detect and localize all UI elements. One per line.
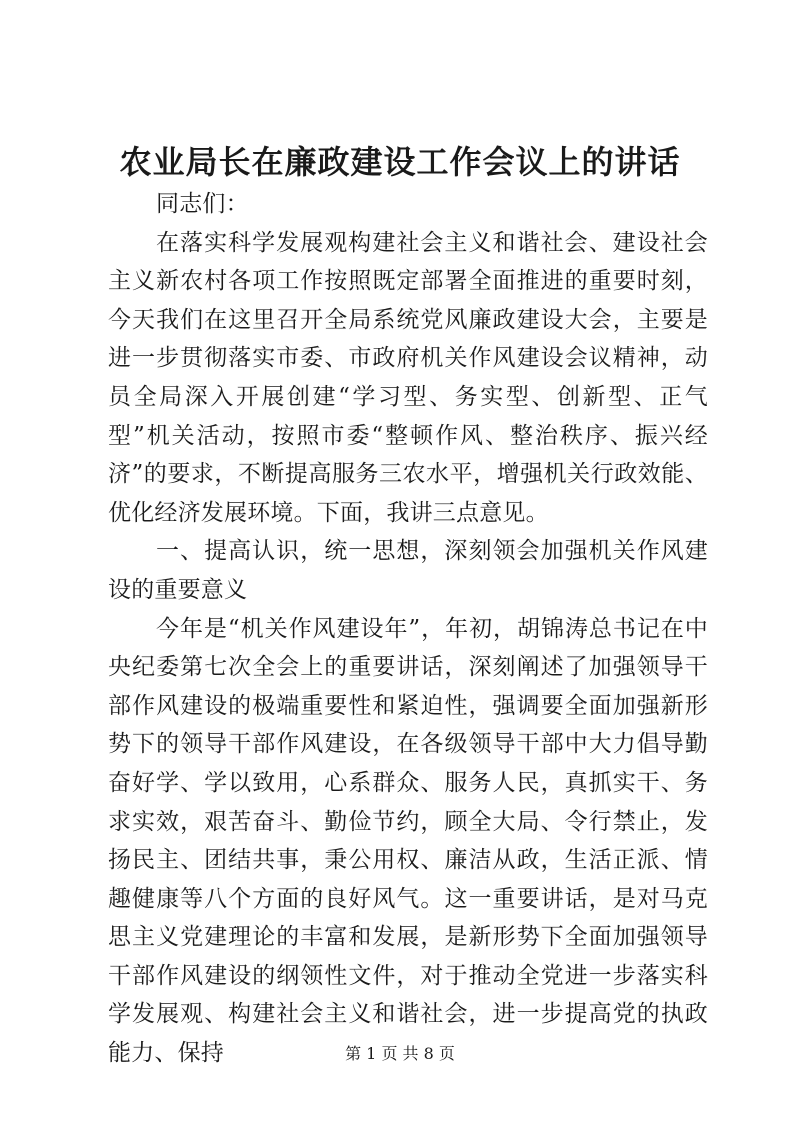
salutation: 同志们： bbox=[156, 191, 249, 217]
document-title: 农业局长在廉政建设工作会议上的讲话 bbox=[119, 143, 681, 181]
paragraph-intro: 在落实科学发展观构建社会主义和谐社会、建设社会主义新农村各项工作按照既定部署全面推进的重要时刻，今天我们在这里召开全局系统党风廉政建设大会，主要是进一步贯彻落实市委、市政府机关作风建设会议精神，动员全局深入开展创建“学习型、务实型、创新型、正气型”机关活动，按照市委“整顿作风、整治秩序、振兴经济”的要求，不断提高服务三农水平，增强机关行政效能、优化经济发展环境。下面，我讲三点意见。 bbox=[108, 229, 708, 526]
section-heading-1: 一、提高认识，统一思想，深刻领会加强机关作风建设的重要意义 bbox=[108, 538, 708, 603]
document-body bbox=[108, 185, 708, 1073]
paragraph-section-1: 今年是“机关作风建设年”，年初，胡锦涛总书记在中央纪委第七次全会上的重要讲话，深刻阐述了加强领导干部作风建设的极端重要性和紧迫性，强调要全面加强新形势下的领导干部作风建设，在各级领导干部中大力倡导勤奋好学、学以致用，心系群众、服务人民，真抓实干、务求实效，艰苦奋斗、勤俭节约，顾全大局、令行禁止，发扬民主、团结共事，秉公用权、廉洁从政，生活正派、情趣健康等八个方面的良好风气。这一重要讲话，是对马克思主义党建理论的丰富和发展，是新形势下全面加强领导干部作风建设的纲领性文件，对于推动全党进一步落实科学发展观、构建社会主义和谐社会，进一步提高党的执政能力、保持 bbox=[108, 615, 708, 1067]
page-footer: 第 1 页 共 8 页 bbox=[345, 1044, 455, 1063]
